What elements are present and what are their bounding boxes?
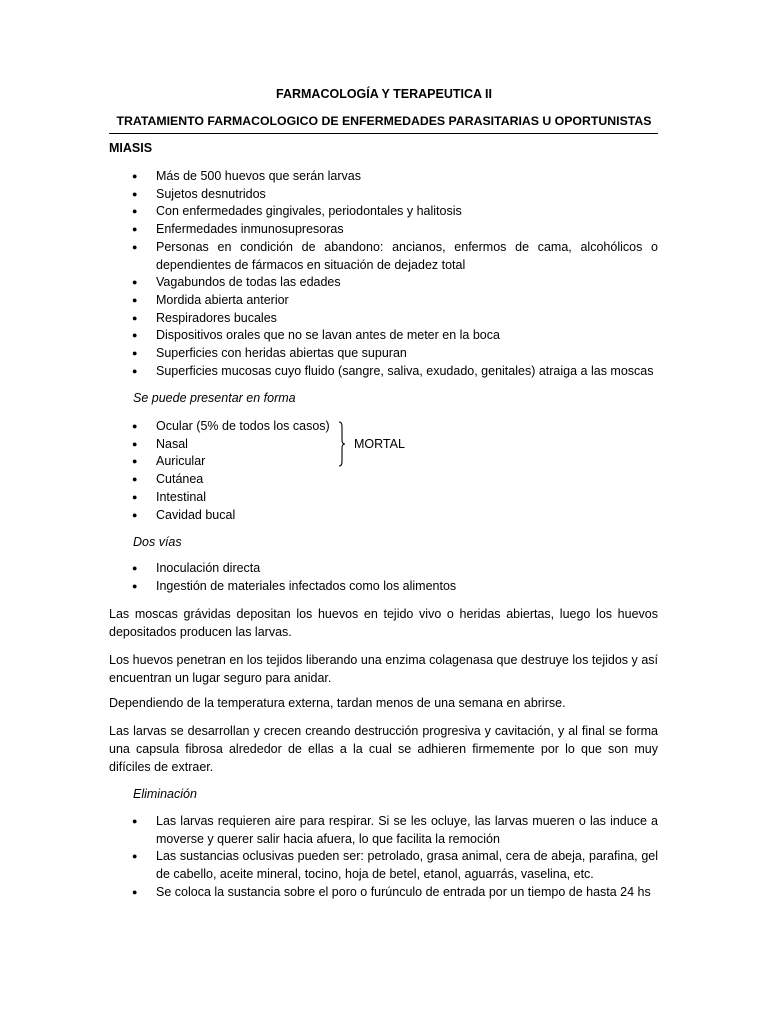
- section-heading: MIASIS: [109, 141, 153, 155]
- document-title: FARMACOLOGÍA Y TERAPEUTICA II: [276, 87, 492, 101]
- list-item: ● Dispositivos orales que no se lavan antes de meter en la boca: [109, 327, 658, 345]
- paragraph: Las larvas se desarrollan y crecen creando destrucción progresiva y cavitación, y al final se forma una capsula fibrosa alrededor de ellas a la cual se adhieren firmemente por lo que son muy difíciles de extraer.: [109, 724, 658, 774]
- list-item: ● Se coloca la sustancia sobre el poro o furúnculo de entrada por un tiempo de hasta 24 hs: [109, 884, 658, 902]
- curly-brace-icon: [338, 421, 346, 467]
- list-item: ● Sujetos desnutridos: [109, 186, 658, 204]
- document-subtitle: TRATAMIENTO FARMACOLOGICO DE ENFERMEDADES PARASITARIAS U OPORTUNISTAS: [116, 114, 652, 128]
- routes-label: Dos vías: [133, 535, 182, 549]
- forms-list: [109, 418, 658, 524]
- list-item: ● Vagabundos de todas las edades: [109, 274, 658, 292]
- list-item: ● Nasal: [109, 436, 658, 454]
- routes-list: [109, 560, 658, 595]
- mortal-label: MORTAL: [354, 437, 405, 451]
- list-item: ● Superficies mucosas cuyo fluido (sangre, saliva, exudado, genitales) atraiga a las moscas: [109, 363, 658, 381]
- list-item: ● Superficies con heridas abiertas que supuran: [109, 345, 658, 363]
- list-item: ● Respiradores bucales: [109, 310, 658, 328]
- list-item: ● Intestinal: [109, 489, 658, 507]
- list-item: ● Con enfermedades gingivales, periodontales y halitosis: [109, 203, 658, 221]
- elimination-label: Eliminación: [133, 787, 197, 801]
- list-item: ● Inoculación directa: [109, 560, 658, 578]
- list-item: ● Las larvas requieren aire para respirar. Si se les ocluye, las larvas mueren o las induce a moverse y querer salir hacia afuera, lo que facilita la remoción: [109, 813, 658, 848]
- paragraph: Los huevos penetran en los tejidos liberando una enzima colagenasa que destruye los tejidos y así encuentran un lugar seguro para anidar.: [109, 653, 658, 685]
- title-divider: [109, 133, 658, 134]
- list-item: ● Más de 500 huevos que serán larvas: [109, 168, 658, 186]
- list-item: ● Las sustancias oclusivas pueden ser: petrolado, grasa animal, cera de abeja, parafina, gel de cabello, aceite mineral, tocino, hoja de betel, etanol, aguarrás, vaselina, etc.: [109, 848, 658, 883]
- paragraph: Las moscas grávidas depositan los huevos en tejido vivo o heridas abiertas, luego los huevos depositados producen las larvas.: [109, 607, 658, 639]
- list-item: ● Personas en condición de abandono: ancianos, enfermos de cama, alcohólicos o dependientes de fármacos en situación de dejadez total: [109, 239, 658, 274]
- list-item: ● Enfermedades inmunosupresoras: [109, 221, 658, 239]
- risk-factor-list: [109, 168, 658, 380]
- paragraph: Dependiendo de la temperatura externa, tardan menos de una semana en abrirse.: [109, 696, 566, 710]
- forms-label: Se puede presentar en forma: [133, 391, 296, 405]
- list-item: ● Cutánea: [109, 471, 658, 489]
- list-item: ● Ingestión de materiales infectados como los alimentos: [109, 578, 658, 596]
- elimination-list: [109, 813, 658, 902]
- list-item: ● Mordida abierta anterior: [109, 292, 658, 310]
- list-item: ● Ocular (5% de todos los casos): [109, 418, 658, 436]
- list-item: ● Cavidad bucal: [109, 507, 658, 525]
- list-item: ● Auricular: [109, 453, 658, 471]
